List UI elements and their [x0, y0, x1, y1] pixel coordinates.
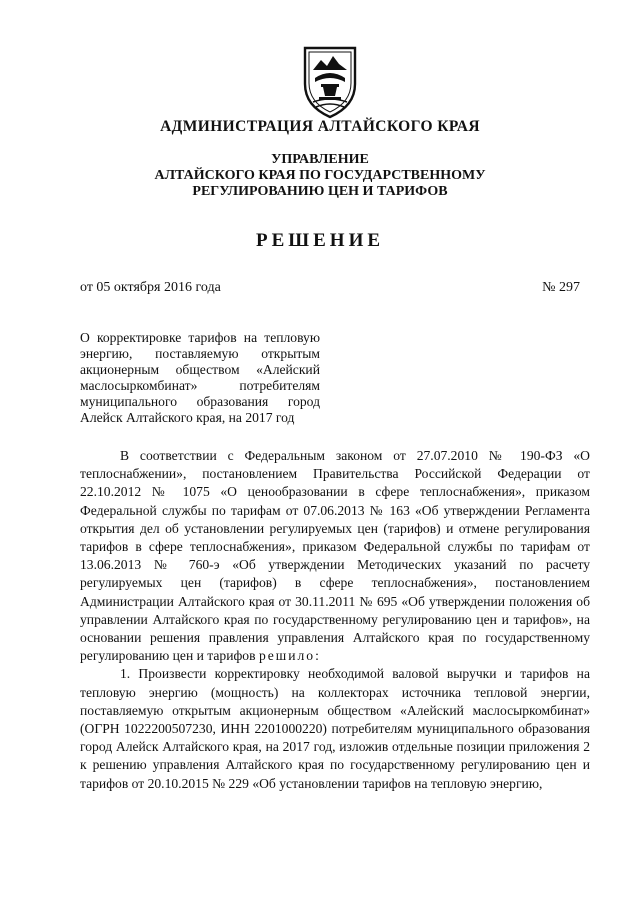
- decision-date: от 05 октября 2016 года: [80, 280, 221, 295]
- decision-number: № 297: [542, 280, 580, 295]
- resolved-word: решило:: [258, 648, 321, 664]
- decision-body: [80, 447, 590, 793]
- preamble-paragraph: [80, 447, 590, 665]
- clause-1-paragraph: 1. Произвести корректировку необходимой валовой выручки и тарифов на тепловую энергию (мощность) на коллекторах источника тепловой энергии, поставляемую открытым акционерным обществом «Алейский маслосыркомбинат» (ОГРН 1022200507230, ИНН 2201000220) потребителям муниципального образования город Алейск Алтайского края, на 2017 год, изложив отдельные позиции приложения 2 к решению управления Алтайского края по государственному регулированию цен и тарифов от 20.10.2015 № 229 «Об установлении тарифов на тепловую энергию,: [80, 666, 590, 791]
- department-line: РЕГУЛИРОВАНИЮ ЦЕН И ТАРИФОВ: [192, 184, 448, 199]
- department-line: АЛТАЙСКОГО КРАЯ ПО ГОСУДАРСТВЕННОМУ: [154, 168, 486, 183]
- decision-title: РЕШЕНИЕ: [255, 230, 385, 251]
- department-title: [0, 152, 640, 200]
- preamble-text: В соответствии с Федеральным законом от 27.07.2010 № 190-ФЗ «О теплоснабжении», постановлением Правительства Российской Федерации от 22.10.2012 № 1075 «О ценообразовании в сфере теплоснабжения», приказом Федеральной службы по тарифам от 07.06.2013 № 163 «Об утверждении Регламента открытия дел об установлении регулируемых цен (тарифов) и отмене регулирования тарифов в сфере теплоснабжения», приказом Федеральной службы по тарифам от 13.06.2013 № 760-э «Об утверждении Методических указаний по расчету регулируемых цен (тарифов) в сфере теплоснабжения», постановлением Администрации Алтайского края от 30.11.2011 № 695 «Об утверждении положения об управлении Алтайского края по государственному регулированию цен и тарифов», на основании решения правления управления Алтайского края по государственному регулированию цен и тарифов: [80, 448, 590, 664]
- decision-subject: О корректировке тарифов на тепловую энергию, поставляемую открытым акционерным обществом «Алейский маслосыркомбинат» потребителям муниципального образования город Алейск Алтайского края, на 2017 год: [80, 330, 320, 425]
- department-line: УПРАВЛЕНИЕ: [271, 152, 369, 167]
- administration-title: АДМИНИСТРАЦИЯ АЛТАЙСКОГО КРАЯ: [160, 118, 480, 135]
- coat-of-arms-emblem: [299, 44, 361, 120]
